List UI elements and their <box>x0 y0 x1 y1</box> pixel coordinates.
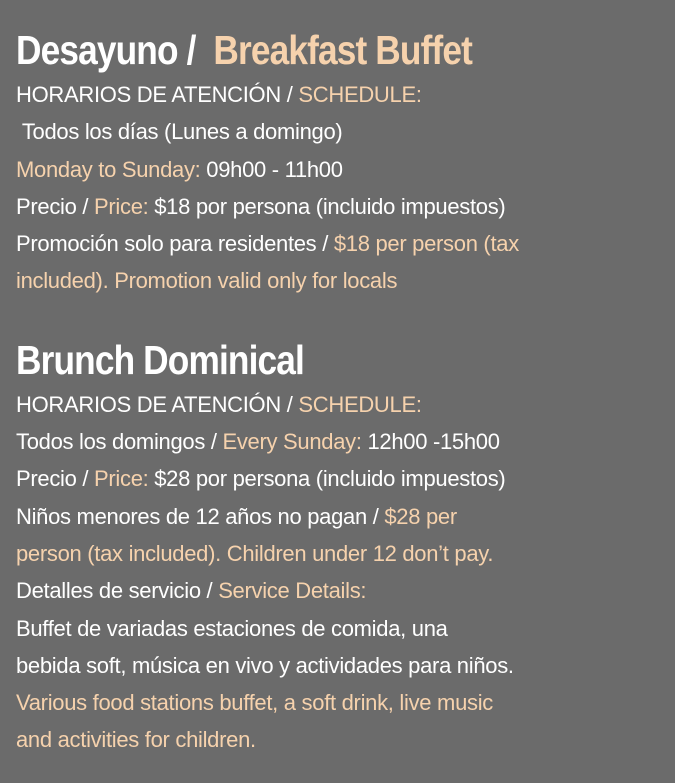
section-spacer <box>16 300 659 334</box>
schedule-label-es: HORARIOS DE ATENCIÓN / <box>16 82 293 107</box>
brunch-details-en-2: and activities for children. <box>16 727 256 753</box>
details-label-es: Detalles de servicio / <box>16 578 213 604</box>
brunch-details-es-1: Buffet de variadas estaciones de comida, una <box>16 615 448 641</box>
brunch-schedule-heading <box>16 386 659 423</box>
brunch-kids-es: Niños menores de 12 años no pagan / <box>16 503 379 529</box>
breakfast-title <box>16 24 569 76</box>
schedule-label-en: SCHEDULE: <box>298 391 422 417</box>
breakfast-title-en: Breakfast Buffet <box>213 27 473 73</box>
price-label-en: Price: <box>94 466 149 492</box>
breakfast-price-value: $18 por persona (incluido impuestos) <box>154 193 506 219</box>
price-label-es: Precio / <box>16 193 89 219</box>
brunch-kids-line-1 <box>16 498 659 535</box>
brunch-title: Brunch Dominical <box>16 336 304 383</box>
breakfast-promo-es: Promoción solo para residentes / <box>16 231 329 257</box>
breakfast-title-es: Desayuno / <box>16 27 196 73</box>
brunch-days-es: Todos los domingos / <box>16 429 217 455</box>
brunch-price-line <box>16 460 659 497</box>
breakfast-hours-line <box>16 151 659 188</box>
breakfast-promo-line-2: included). Promotion valid only for locals <box>16 268 398 294</box>
brunch-days-en: Every Sunday: <box>222 429 362 455</box>
brunch-kids-en-1: $28 per <box>384 503 457 529</box>
breakfast-section <box>16 24 659 300</box>
breakfast-days-en: Monday to Sunday: <box>16 156 201 182</box>
brunch-details-heading <box>16 572 659 609</box>
price-label-en: Price: <box>94 193 149 219</box>
schedule-label-en: SCHEDULE: <box>298 82 422 107</box>
brunch-kids-line-2: person (tax included). Children under 12 don’t pay. <box>16 540 494 566</box>
breakfast-price-line <box>16 188 659 225</box>
brunch-hours: 12h00 -15h00 <box>367 429 500 455</box>
breakfast-days-es: Todos los días (Lunes a domingo) <box>21 119 343 145</box>
schedule-label-es: HORARIOS DE ATENCIÓN / <box>16 391 293 417</box>
breakfast-days <box>16 113 659 150</box>
brunch-section <box>16 334 659 759</box>
breakfast-hours: 09h00 - 11h00 <box>206 156 343 182</box>
breakfast-promo-line-1 <box>16 225 659 262</box>
brunch-price-value: $28 por persona (incluido impuestos) <box>154 466 506 492</box>
breakfast-promo-en-1: $18 per person (tax <box>333 231 519 257</box>
breakfast-schedule-heading <box>16 76 659 113</box>
price-label-es: Precio / <box>16 466 89 492</box>
brunch-details-es-2: bebida soft, música en vivo y actividades para niños. <box>16 652 514 678</box>
details-label-en: Service Details: <box>218 578 367 604</box>
brunch-details-en-1: Various food stations buffet, a soft drink, live music <box>16 690 494 716</box>
brunch-days-line <box>16 423 659 460</box>
